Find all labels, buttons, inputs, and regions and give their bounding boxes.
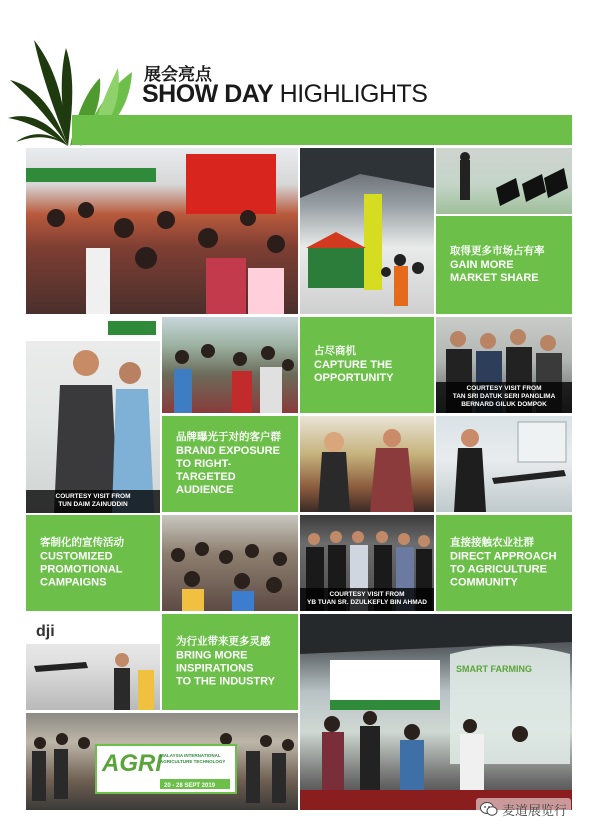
dji-logo-text: dji [36,623,55,640]
photo-visitors-booth [300,416,434,512]
tile-direct-approach-zh: 直接接触农业社群 [450,536,534,549]
watermark-text: 麦道展览行 [502,803,568,819]
tile-campaigns [26,515,160,611]
tile-opportunity-en: CAPTURE THE OPPORTUNITY [314,359,394,384]
tile-inspirations [162,614,298,710]
tile-brand-exposure-zh: 品牌曝光于对的客户群 [176,431,281,443]
agri-banner-sub: MALAYSIA INTERNATIONAL [160,753,221,758]
photo-crowd-seminar [162,515,298,611]
tile-brand-exposure-en: BRAND EXPOSURE TO RIGHT-TARGETED AUDIENCE [176,445,280,496]
header-title-zh: 展会亮点 [144,65,212,85]
tile-direct-approach-en: DIRECT APPROACH TO AGRICULTURE COMMUNITY [450,550,557,589]
photo-crowd-shopping [162,317,298,413]
photo-greenhouse-hall [300,614,572,810]
tile-inspirations-en: BRING MORE INSPIRATIONS TO THE INDUSTRY [176,649,276,688]
photo-group-agri-banner [26,713,298,810]
photo-booth-tent [300,148,434,314]
header-title-en-light: HIGHLIGHTS [279,80,428,108]
photo-crowd-booth [26,148,298,314]
tile-direct-approach [436,515,572,611]
photo-tan-sri [436,317,572,413]
agri-banner-text: AGRI [102,750,162,777]
caption-tan-sri: COURTESY VISIT FROM TAN SRI DATUK SERI PANGLIMA BERNARD GILUK DOMPOK [436,382,572,413]
caption-yb-tuan: COURTESY VISIT FROM YB TUAN SR. DZULKEFLY BIN AHMAD [300,588,434,611]
header-title-en [142,80,427,109]
tile-campaigns-en: CUSTOMIZED PROMOTIONAL CAMPAIGNS [40,550,123,589]
tile-market-share-zh: 取得更多市场占有率 [450,245,545,257]
photo-tun-daim [26,317,160,513]
watermark [476,798,571,820]
tile-opportunity-zh: 占尽商机 [314,345,356,357]
photo-dji-booth [26,614,160,710]
tile-market-share [436,216,572,314]
photo-seating-display [436,148,572,214]
tile-brand-exposure [162,416,298,512]
header-title-en-bold: SHOW DAY [142,80,274,108]
tile-opportunity [300,317,434,413]
photo-yb-tuan [300,515,434,611]
greenhouse-sign: SMART FARMING [456,664,532,674]
agri-banner-sub-2: AGRICULTURE TECHNOLOGY [160,759,226,764]
tile-market-share-en: GAIN MORE MARKET SHARE [450,259,539,284]
tile-inspirations-zh: 为行业带来更多灵感 [176,635,271,648]
tile-campaigns-zh: 客制化的宣传活动 [40,536,124,549]
photo-drone-demo [436,416,572,512]
header-green-bar [72,115,572,145]
agri-banner-date: 20 - 28 SEPT 2019 [164,783,216,789]
caption-tun-daim: COURTESY VISIT FROM TUN DAIM ZAINUDDIN [26,490,160,513]
wechat-icon [480,801,498,817]
